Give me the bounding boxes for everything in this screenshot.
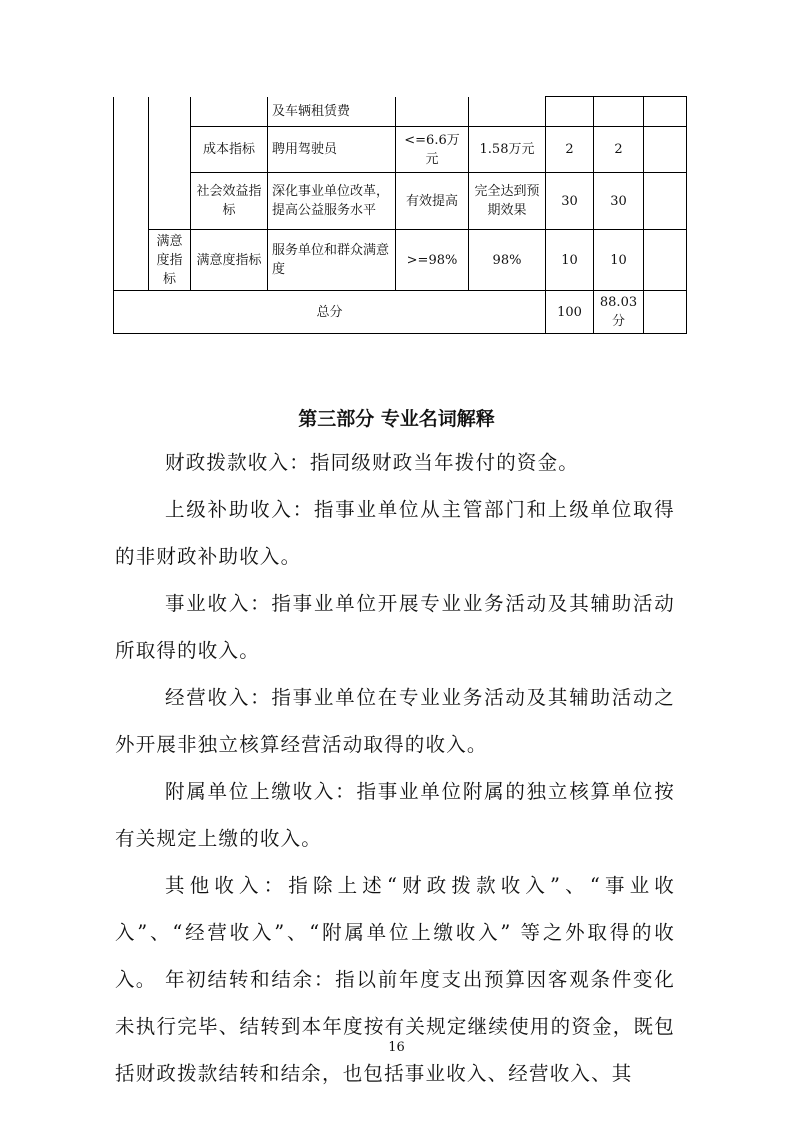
table-cell: 完全达到预期效果: [469, 173, 546, 230]
performance-table: [113, 96, 687, 334]
table-cell: [191, 97, 268, 127]
table-cell: 30: [594, 173, 644, 230]
table-cell: [149, 97, 191, 230]
table-cell: 10: [594, 230, 644, 291]
table-cell: [644, 230, 687, 291]
table-cell: [644, 127, 687, 173]
table-cell: 满意度指标: [149, 230, 191, 291]
table-cell: 有效提高: [396, 173, 469, 230]
table-cell: [469, 97, 546, 127]
paragraph: 年初结转和结余：指以前年度支出预算因客观条件变化未执行完毕、结转到本年度按有关规定继续使用的资金，既包括财政拨款结转和结余，也包括事业收入、经营收入、其: [115, 968, 675, 1085]
table-cell: 及车辆租赁费: [268, 97, 396, 127]
table-cell: 1.58万元: [469, 127, 546, 173]
table-row: [114, 230, 687, 291]
paragraph: 事业收入：指事业单位开展专业业务活动及其辅助活动所取得的收入。: [115, 592, 675, 662]
table-cell: 30: [546, 173, 594, 230]
table-cell: 2: [546, 127, 594, 173]
table-cell: [644, 173, 687, 230]
table-row: [114, 97, 687, 127]
table-row: [114, 173, 687, 230]
table-cell: [396, 97, 469, 127]
table-cell: 深化事业单位改革，提高公益服务水平: [268, 173, 396, 230]
table-cell: [644, 97, 687, 127]
total-label-cell: 总分: [114, 291, 546, 334]
table-cell: 社会效益指标: [191, 173, 268, 230]
table-cell: <=6.6万元: [396, 127, 469, 173]
table-cell: [546, 97, 594, 127]
table-cell: 10: [546, 230, 594, 291]
table-cell: >=98%: [396, 230, 469, 291]
paragraph: 财政拨款收入：指同级财政当年拨付的资金。: [165, 451, 580, 474]
table-cell: 满意度指标: [191, 230, 268, 291]
page-number: 16: [388, 1040, 405, 1055]
table-cell: 聘用驾驶员: [268, 127, 396, 173]
table-row: [114, 291, 687, 334]
table-cell: 98%: [469, 230, 546, 291]
table-cell: 2: [594, 127, 644, 173]
table-cell: [644, 291, 687, 334]
paragraph: 其他收入：指除上述“财政拨款收入”、“事业收入”、“经营收入”、“附属单位上缴收入” 等之外取得的收入。: [115, 874, 675, 991]
table-cell: 服务单位和群众满意度: [268, 230, 396, 291]
table-cell: [594, 97, 644, 127]
table-cell: 88.03分: [594, 291, 644, 334]
paragraph: 上级补助收入：指事业单位从主管部门和上级单位取得的非财政补助收入。: [115, 498, 675, 568]
table-cell: [114, 97, 149, 291]
table-row: [114, 127, 687, 173]
paragraph: 经营收入：指事业单位在专业业务活动及其辅助活动之外开展非独立核算经营活动取得的收入。: [115, 686, 675, 756]
table-cell: 100: [546, 291, 594, 334]
paragraph: 附属单位上缴收入：指事业单位附属的独立核算单位按有关规定上缴的收入。: [115, 780, 675, 850]
section-title: 第三部分 专业名词解释: [298, 408, 495, 430]
table-cell: 成本指标: [191, 127, 268, 173]
